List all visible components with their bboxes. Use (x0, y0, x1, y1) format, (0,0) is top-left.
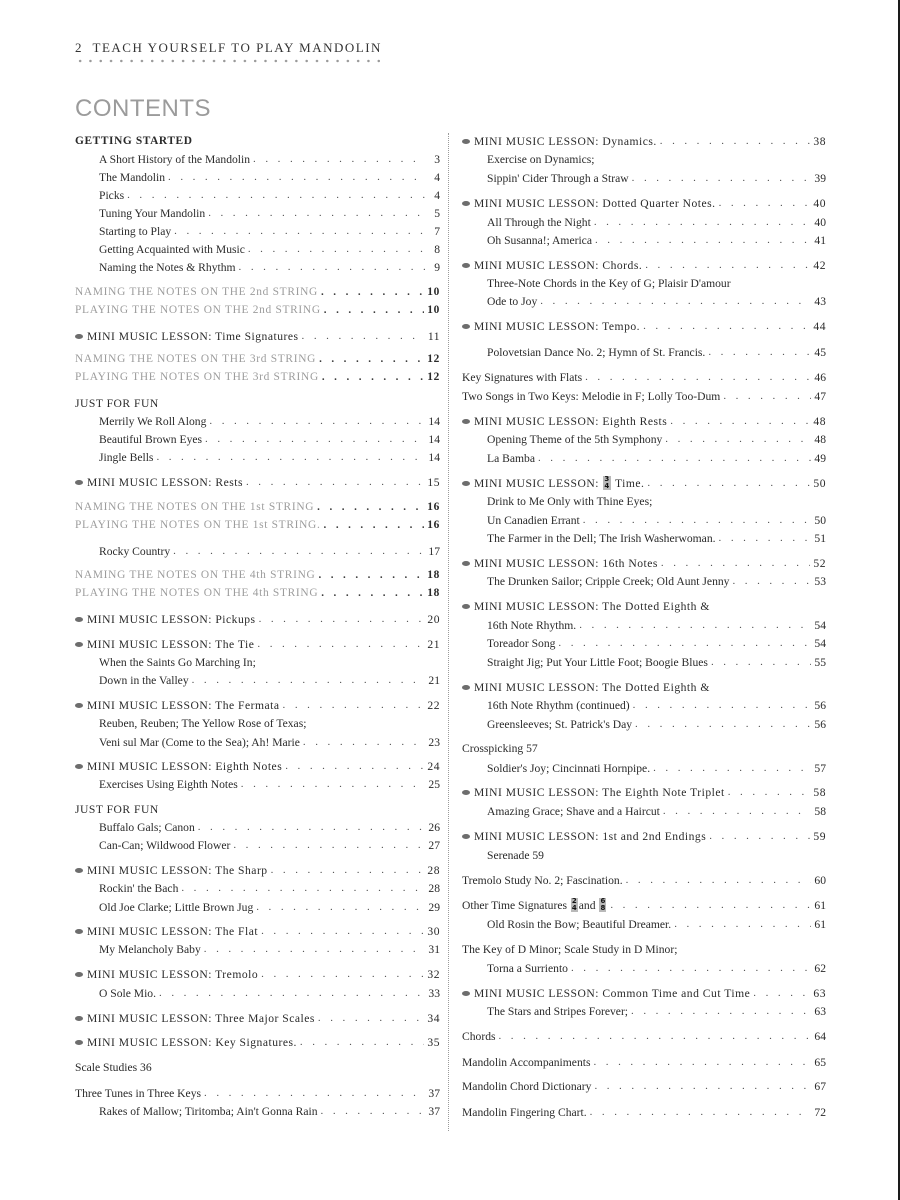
toc-entry-line[interactable]: Crosspicking 57 (462, 742, 538, 755)
toc-entry[interactable]: Veni sul Mar (Come to the Sea); Ah! Marie . . . 23 (99, 734, 440, 751)
toc-entry-mini-lesson[interactable]: MINI MUSIC LESSON: Common Time and Cut Time . . . 63 (462, 985, 826, 1002)
toc-entry[interactable]: Two Songs in Two Keys: Melodie in F; Lolly Too-Dum . . . 47 (462, 388, 826, 405)
toc-entry-mini-lesson[interactable]: MINI MUSIC LESSON: 3 4 Time. . . . 50 (462, 475, 826, 492)
toc-entry[interactable]: Beautiful Brown Eyes . . . 14 (99, 431, 440, 448)
toc-entry-mini-lesson[interactable]: MINI MUSIC LESSON: The Dotted Eighth & (462, 679, 826, 696)
bullet-icon (462, 263, 470, 268)
toc-entry[interactable]: Toreador Song . . . 54 (487, 635, 826, 652)
toc-entry[interactable]: 16th Note Rhythm. . . . 54 (487, 617, 826, 634)
toc-entry[interactable]: Old Rosin the Bow; Beautiful Dreamer. . . . 61 (487, 916, 826, 933)
running-head (75, 40, 382, 56)
toc-entry[interactable]: Polovetsian Dance No. 2; Hymn of St. Francis. . . . 45 (487, 344, 826, 361)
toc-entry-string-section[interactable]: PLAYING THE NOTES ON THE 2nd STRING . . . 10 (75, 302, 440, 319)
toc-entry[interactable]: Jingle Bells . . . 14 (99, 449, 440, 466)
toc-entry[interactable]: Old Joe Clarke; Little Brown Jug . . . 29 (99, 899, 440, 916)
toc-entry[interactable]: Opening Theme of the 5th Symphony . . . 48 (487, 431, 826, 448)
toc-entry-string-section[interactable]: NAMING THE NOTES ON THE 2nd STRING . . . 10 (75, 284, 440, 301)
toc-entry[interactable]: My Melancholy Baby . . . 31 (99, 941, 440, 958)
toc-entry-mini-lesson[interactable]: MINI MUSIC LESSON: Eighth Rests . . . 48 (462, 413, 826, 430)
toc-entry-mini-lesson[interactable]: MINI MUSIC LESSON: Three Major Scales . . . 34 (75, 1010, 440, 1027)
book-title: TEACH YOURSELF TO PLAY MANDOLIN (92, 40, 382, 55)
toc-entry-string-section[interactable]: NAMING THE NOTES ON THE 3rd STRING . . . 12 (75, 351, 440, 368)
toc-entry-line[interactable]: Exercise on Dynamics; (487, 153, 595, 166)
toc-entry-string-section[interactable]: NAMING THE NOTES ON THE 4th STRING . . . 18 (75, 567, 440, 584)
toc-entry-mini-lesson[interactable]: MINI MUSIC LESSON: Eighth Notes . . . 24 (75, 758, 440, 775)
toc-entry-mini-lesson[interactable]: MINI MUSIC LESSON: Tempo. . . . 44 (462, 318, 826, 335)
toc-entry-mini-lesson[interactable]: MINI MUSIC LESSON: Dynamics. . . . 38 (462, 133, 826, 150)
toc-entry[interactable]: Other Time Signatures 2 4 and 6 8 . . . 61 (462, 897, 826, 914)
toc-entry[interactable]: The Farmer in the Dell; The Irish Washerwoman. . . . 51 (487, 530, 826, 547)
toc-entry[interactable]: Key Signatures with Flats . . . 46 (462, 369, 826, 386)
toc-entry[interactable]: Rakes of Mallow; Tiritomba; Ain't Gonna Rain . . . 37 (99, 1103, 440, 1120)
bullet-icon (75, 703, 83, 708)
toc-entry[interactable]: Ode to Joy . . . 43 (487, 293, 826, 310)
toc-entry[interactable]: Mandolin Accompaniments . . . 65 (462, 1054, 826, 1071)
toc-entry[interactable]: Merrily We Roll Along . . . 14 (99, 413, 440, 430)
header-dotted-rule (75, 58, 385, 64)
bullet-icon (75, 868, 83, 873)
toc-entry-mini-lesson[interactable]: MINI MUSIC LESSON: 16th Notes . . . 52 (462, 555, 826, 572)
toc-entry-mini-lesson[interactable]: MINI MUSIC LESSON: Tremolo . . . 32 (75, 966, 440, 983)
time-signature-6-8-icon: 6 8 (600, 897, 606, 913)
toc-entry[interactable]: Soldier's Joy; Cincinnati Hornpipe. . . . 57 (487, 760, 826, 777)
toc-entry[interactable]: The Mandolin . . . 4 (99, 169, 440, 186)
toc-entry[interactable]: Down in the Valley . . . 21 (99, 672, 440, 689)
toc-entry-line[interactable]: Three-Note Chords in the Key of G; Plaisir D'amour (487, 277, 731, 290)
toc-entry[interactable]: Picks . . . 4 (99, 187, 440, 204)
column-divider (448, 133, 449, 1131)
toc-entry[interactable]: Mandolin Chord Dictionary . . . 67 (462, 1078, 826, 1095)
page-number: 2 (75, 40, 83, 55)
toc-entry-mini-lesson[interactable]: MINI MUSIC LESSON: Key Signatures. . . . 35 (75, 1034, 440, 1051)
toc-entry[interactable]: Getting Acquainted with Music . . . 8 (99, 241, 440, 258)
toc-entry-mini-lesson[interactable]: MINI MUSIC LESSON: The Tie . . . 21 (75, 636, 440, 653)
toc-entry[interactable]: La Bamba . . . 49 (487, 450, 826, 467)
section-heading: GETTING STARTED (75, 135, 193, 147)
bullet-icon (75, 617, 83, 622)
page-title: CONTENTS (75, 95, 211, 122)
toc-entry[interactable]: Tremolo Study No. 2; Fascination. . . . 60 (462, 872, 826, 889)
toc-entry[interactable]: Can-Can; Wildwood Flower . . . 27 (99, 837, 440, 854)
toc-entry-mini-lesson[interactable]: MINI MUSIC LESSON: Chords. . . . 42 (462, 257, 826, 274)
bullet-icon (462, 419, 470, 424)
toc-entry-mini-lesson[interactable]: MINI MUSIC LESSON: Time Signatures . . . 11 (75, 328, 440, 345)
toc-entry[interactable]: Tuning Your Mandolin . . . 5 (99, 205, 440, 222)
toc-entry[interactable]: Torna a Surriento . . . 62 (487, 960, 826, 977)
time-signature-3-4-icon: 3 4 (604, 475, 610, 491)
bullet-icon (462, 481, 470, 486)
toc-entry[interactable]: Starting to Play . . . 7 (99, 223, 440, 240)
toc-entry-string-section[interactable]: NAMING THE NOTES ON THE 1st STRING . . . 16 (75, 499, 440, 516)
toc-entry[interactable]: The Drunken Sailor; Cripple Creek; Old Aunt Jenny . . . 53 (487, 573, 826, 590)
bullet-icon (462, 201, 470, 206)
bullet-icon (75, 1016, 83, 1021)
toc-entry-mini-lesson[interactable]: MINI MUSIC LESSON: The Flat . . . 30 (75, 923, 440, 940)
toc-entry[interactable]: O Sole Mio. . . . 33 (99, 985, 440, 1002)
toc-entry-mini-lesson[interactable]: MINI MUSIC LESSON: The Sharp . . . 28 (75, 862, 440, 879)
bullet-icon (462, 834, 470, 839)
bullet-icon (462, 790, 470, 795)
toc-entry-string-section[interactable]: PLAYING THE NOTES ON THE 3rd STRING . . . 12 (75, 369, 440, 386)
toc-entry-line[interactable]: Serenade 59 (487, 849, 544, 862)
toc-entry-line[interactable]: Scale Studies 36 (75, 1061, 152, 1074)
toc-entry-line[interactable]: When the Saints Go Marching In; (99, 656, 256, 669)
bullet-icon (462, 561, 470, 566)
toc-entry[interactable]: Rockin' the Bach . . . 28 (99, 880, 440, 897)
toc-entry-line[interactable]: Drink to Me Only with Thine Eyes; (487, 495, 653, 508)
toc-entry-mini-lesson[interactable]: MINI MUSIC LESSON: Dotted Quarter Notes. . . . 40 (462, 195, 826, 212)
toc-entry[interactable]: Chords . . . 64 (462, 1028, 826, 1045)
toc-entry[interactable]: Rocky Country . . . 17 (99, 543, 440, 560)
toc-entry[interactable]: Amazing Grace; Shave and a Haircut . . . 58 (487, 803, 826, 820)
bullet-icon (75, 334, 83, 339)
toc-entry-line[interactable]: The Key of D Minor; Scale Study in D Minor; (462, 943, 678, 956)
toc-entry-mini-lesson[interactable]: MINI MUSIC LESSON: Rests . . . 15 (75, 474, 440, 491)
bullet-icon (462, 324, 470, 329)
section-heading: JUST FOR FUN (75, 397, 159, 410)
toc-entry[interactable]: Oh Susanna!; America . . . 41 (487, 232, 826, 249)
section-heading: JUST FOR FUN (75, 803, 159, 816)
toc-entry[interactable]: Exercises Using Eighth Notes . . . 25 (99, 776, 440, 793)
bullet-icon (75, 1040, 83, 1045)
toc-entry-mini-lesson[interactable]: MINI MUSIC LESSON: The Fermata . . . 22 (75, 697, 440, 714)
toc-entry[interactable]: All Through the Night . . . 40 (487, 214, 826, 231)
toc-entry[interactable]: 16th Note Rhythm (continued) . . . 56 (487, 697, 826, 714)
toc-entry[interactable]: Un Canadien Errant . . . 50 (487, 512, 826, 529)
toc-entry[interactable]: Sippin' Cider Through a Straw . . . 39 (487, 170, 826, 187)
toc-entry[interactable]: Straight Jig; Put Your Little Foot; Boogie Blues . . . 55 (487, 654, 826, 671)
bullet-icon (75, 480, 83, 485)
bullet-icon (75, 764, 83, 769)
toc-entry-string-section[interactable]: PLAYING THE NOTES ON THE 1st STRING. . . . 16 (75, 517, 440, 534)
toc-entry[interactable]: Naming the Notes & Rhythm . . . 9 (99, 259, 440, 276)
toc-entry[interactable]: The Stars and Stripes Forever; . . . 63 (487, 1003, 826, 1020)
toc-entry[interactable]: Mandolin Fingering Chart. . . . 72 (462, 1104, 826, 1121)
toc-entry[interactable]: Three Tunes in Three Keys . . . 37 (75, 1085, 440, 1102)
toc-entry[interactable]: Greensleeves; St. Patrick's Day . . . 56 (487, 716, 826, 733)
toc-entry[interactable]: Buffalo Gals; Canon . . . 26 (99, 819, 440, 836)
time-signature-2-4-icon: 2 4 (571, 897, 577, 913)
bullet-icon (75, 929, 83, 934)
bullet-icon (462, 991, 470, 996)
toc-entry-mini-lesson[interactable]: MINI MUSIC LESSON: The Eighth Note Triplet . . . 58 (462, 784, 826, 801)
toc-entry[interactable]: A Short History of the Mandolin . . . 3 (99, 151, 440, 168)
toc-entry-mini-lesson[interactable]: MINI MUSIC LESSON: Pickups . . . 20 (75, 611, 440, 628)
toc-entry-string-section[interactable]: PLAYING THE NOTES ON THE 4th STRING . . . 18 (75, 585, 440, 602)
toc-entry-mini-lesson[interactable]: MINI MUSIC LESSON: 1st and 2nd Endings . . . 59 (462, 828, 826, 845)
bullet-icon (75, 972, 83, 977)
toc-entry-line[interactable]: Reuben, Reuben; The Yellow Rose of Texas; (99, 717, 307, 730)
bullet-icon (75, 642, 83, 647)
bullet-icon (462, 685, 470, 690)
toc-entry-mini-lesson[interactable]: MINI MUSIC LESSON: The Dotted Eighth & (462, 598, 826, 615)
bullet-icon (462, 604, 470, 609)
bullet-icon (462, 139, 470, 144)
